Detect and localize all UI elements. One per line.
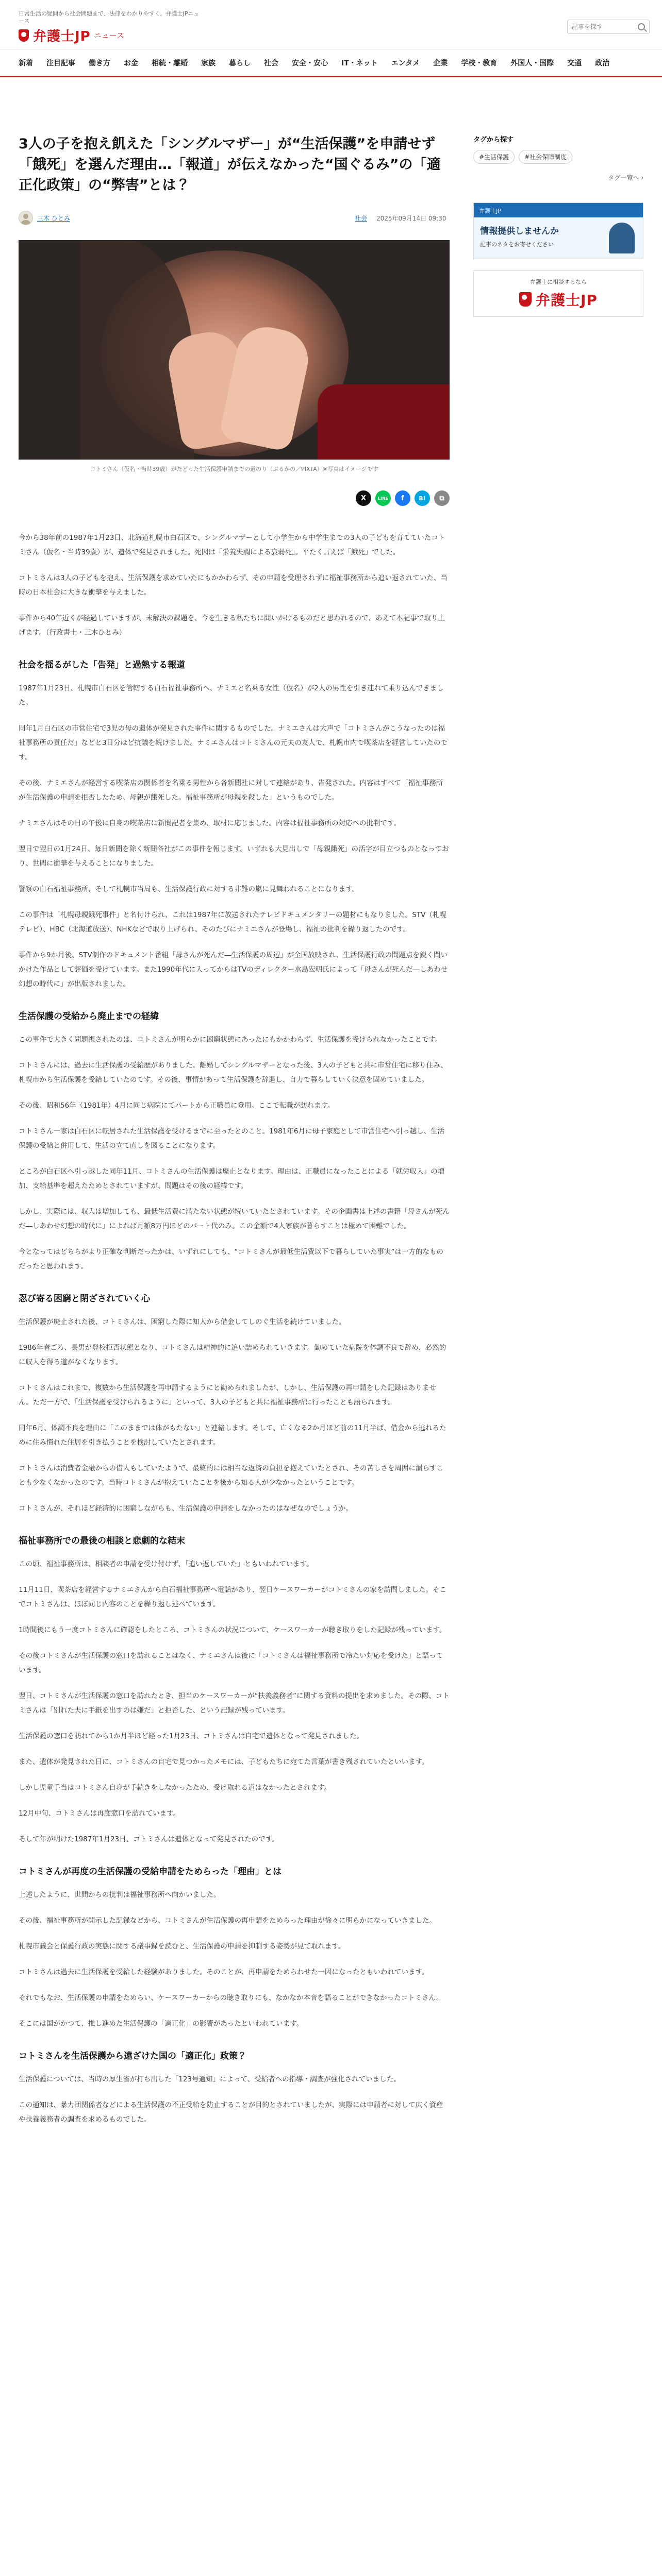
info-banner-title: 情報提供しませんか — [480, 226, 559, 236]
section-heading: 福祉事務所での最後の相談と悲劇的な結末 — [19, 1536, 185, 1546]
author-avatar[interactable] — [19, 211, 33, 225]
search-box[interactable] — [567, 20, 650, 34]
body-paragraph: 札幌市議会と保護行政の実態に関する議事録を読むと、生活保護の申請を抑制する姿勢が見て取れます。 — [19, 1942, 345, 1951]
share-line-icon[interactable]: LINE — [375, 490, 391, 506]
nav-item[interactable]: 政治 — [595, 59, 610, 67]
body-paragraph: ナミエさんはその日の午後に自身の喫茶店に新聞記者を集め、取材に応じました。内容は福祉事務所の対応への批判です。 — [19, 819, 401, 827]
nav-item[interactable]: 注目記事 — [46, 59, 75, 67]
share-buttons — [19, 490, 450, 506]
nav-item[interactable]: 交通 — [567, 59, 582, 67]
person-illustration-icon — [609, 223, 635, 253]
body-paragraph: しかし児童手当はコトミさん自身が手続きをしなかったため、受け取れる道はなかったとされます。 — [19, 1784, 331, 1792]
body-paragraph: そこには国がかつて、推し進めた生活保護の「適正化」の影響があったといわれています。 — [19, 2020, 304, 2028]
nav-item[interactable]: お金 — [124, 59, 138, 67]
category-nav — [0, 49, 662, 77]
logo-mark-icon — [19, 29, 29, 42]
lawyer-banner-logo — [519, 289, 598, 310]
nav-item[interactable]: 外国人・国際 — [510, 59, 554, 67]
body-paragraph: コトミさんはこれまで、複数から生活保護を再申請するようにと勧められましたが、しかし、生活保護の再申請をした記録はありません。ただ一方で、「生活保護を受けられるように」といって、3人の子どもと共に福祉事務所に行ったことも語られます。 — [19, 1384, 436, 1406]
hero-caption: コトミさん（仮名・当時39歳）がたどった生活保護申請までの道のり（ぷるかの／PIXTA）※写真はイメージです — [90, 466, 378, 472]
logo-text: 弁護士JP — [33, 29, 91, 44]
nav-item[interactable]: 暮らし — [229, 59, 251, 67]
nav-item[interactable]: 相続・離婚 — [152, 59, 188, 67]
logo-mark-icon — [519, 292, 532, 307]
body-paragraph: その後、福祉事務所が開示した記録などから、コトミさんが生活保護の再申請をためらった理由が徐々に明らかになっていきました。 — [19, 1917, 436, 1925]
nav-item[interactable]: 社会 — [264, 59, 278, 67]
copy-link-icon[interactable]: ⧉ — [434, 490, 450, 506]
category-link[interactable]: 社会 — [355, 214, 368, 222]
section-heading: コトミさんを生活保護から遠ざけた国の「適正化」政策？ — [19, 2051, 246, 2061]
nav-item[interactable]: 働き方 — [89, 59, 110, 67]
body-paragraph: コトミさんが、それほど経済的に困窮しながらも、生活保護の申請をしなかったのはなぜなのでしょうか。 — [19, 1504, 353, 1513]
lead-paragraph: コトミさんは3人の子どもを抱え、生活保護を求めていたにもかかわらず、その申請を受理されずに福祉事務所から追い返されていた、当時の日本社会に大きな衝撃を与えました。 — [19, 574, 448, 597]
body-paragraph: 1時間後にもう一度コトミさんに確認をしたところ、コトミさんの状況について、ケースワーカーが聴き取りをした記録が残っています。 — [19, 1626, 446, 1634]
search-icon[interactable] — [638, 23, 645, 30]
body-paragraph: この事件は「札幌母親餓死事件」と名付けられ、これは1987年に放送されたテレビドキュメンタリーの題材にもなりました。STV（札幌テレビ）、HBC（北海道放送）、NHKなどで取り上げられ、そのたびにナミエさんが登場し、福祉の批判を繰り返したのです。 — [19, 911, 446, 934]
body-paragraph: その後、ナミエさんが経営する喫茶店の関係者を名乗る男性から各新聞社に対して連絡があり、告発された。内容はすべて「福祉事務所が生活保護の申請を拒否したため、母親が餓死した。福祉事務所が母親を殺した」というものでした。 — [19, 779, 443, 802]
search-input[interactable] — [572, 23, 638, 30]
body-paragraph: 1987年1月23日、札幌市白石区を管轄する白石福祉事務所へ、ナミエと名乗る女性（仮名）が2人の男性を引き連れて乗り込んできました。 — [19, 684, 444, 707]
body-paragraph: 生活保護の窓口を訪れてから1か月半ほど経った1月23日、コトミさんは自宅で遺体となって発見されました。 — [19, 1732, 363, 1740]
body-paragraph: 同年6月、体調不良を理由に「このままでは体がもたない」と連絡します。そして、亡くなる2か月ほど前の11月半ば、借金から逃れるために住み慣れた住居を引き払うことを検討していたとされます。 — [19, 1424, 446, 1447]
nav-item[interactable]: 家族 — [201, 59, 216, 67]
share-x-icon[interactable]: X — [356, 490, 371, 506]
body-paragraph: コトミさん一家は白石区に転居された生活保護を受けるまでに至ったとのこと。1981年6月に母子家庭として市営住宅へ引っ越し、生活保護の受給と併用して、生活の立て直しを図ることになります。 — [19, 1127, 444, 1150]
body-paragraph: 11月11日、喫茶店を経営するナミエさんから白石福祉事務所へ電話があり、翌日ケースワーカーがコトミさんの家を訪問しました。そこでコトミさんは、ほぼ同じ内容のことを繰り返し述べています。 — [19, 1586, 446, 1608]
body-paragraph: 翌日で翌日の1月24日、毎日新聞を除く新聞各社がこの事件を報じます。いずれも大見出しで「母親餓死」の活字が目立つものとなっており、世間に衝撃を与えることになりました。 — [19, 845, 449, 868]
body-paragraph: その後コトミさんが生活保護の窓口を訪れることはなく、ナミエさんは後に「コトミさんは福祉事務所で冷たい対応を受けた」と語っています。 — [19, 1652, 443, 1674]
nav-item[interactable]: エンタメ — [391, 59, 420, 67]
lead-paragraph: 事件から40年近くが経過していますが、未解決の課題を、今を生きる私たちに問いかけるものだと思われるので、あえて本記事で取り上げます。（行政書士・三木ひとみ） — [19, 614, 445, 637]
body-paragraph: この頃、福祉事務所は、相談者の申請を受け付けず、「追い返していた」ともいわれています。 — [19, 1560, 313, 1568]
info-banner[interactable] — [473, 202, 643, 259]
body-paragraph: それでもなお、生活保護の申請をためらい、ケースワーカーからの聴き取りにも、なかなか本音を語ることができなかったコトミさん。 — [19, 1994, 443, 2002]
body-paragraph: コトミさんは消費者金融からの借入もしていたようで、最終的には相当な返済の負担を抱えていたとされ、その苦しさを周囲に漏らすことも少なくなかったのです。当時コトミさんが抱えていたことを後から知る人が少なかったということです。 — [19, 1464, 444, 1487]
nav-item[interactable]: 新着 — [19, 59, 33, 67]
body-paragraph: そして年が明けた1987年1月23日、コトミさんは遺体となって発見されたのです。 — [19, 1835, 279, 1843]
body-paragraph: 生活保護が廃止された後、コトミさんは、困窮した際に知人から借金してしのぐ生活を続けていました。 — [19, 1318, 346, 1326]
tag-link[interactable]: #社会保障制度 — [519, 150, 572, 164]
body-paragraph: ところが白石区へ引っ越した同年11月、コトミさんの生活保護は廃止となります。理由は、正職員になったことによる「就労収入」の増加、支給基準を超えたためとされていますが、問題はその後の経緯です。 — [19, 1167, 445, 1190]
body-paragraph: 12月中旬、コトミさんは再度窓口を訪れています。 — [19, 1809, 180, 1818]
body-paragraph: 事件から9か月後、STV制作のドキュメント番組「母さんが死んだ―生活保護の周辺」が全国放映され、生活保護行政の問題点を鋭く問いかけた作品として評価を受けています。また1990年代に入ってからはTVのディレクター水島宏明氏によって「母さんが死んだ―しあわせ幻想の時代に」が出版されました。 — [19, 951, 448, 988]
hero-image — [19, 240, 450, 460]
body-paragraph: 翌日、コトミさんが生活保護の窓口を訪れたとき、担当のケースワーカーが“扶養義務者”に関する資料の提出を求めました。その際、コトミさんは「別れた夫に手紙を出すのは嫌だ」と拒否した、という記録が残っています。 — [19, 1692, 450, 1715]
body-paragraph: 今となってはどちらがより正確な判断だったかは、いずれにしても、“コトミさんが最低生活費以下で暮らしていた事実”は一方的なものだったと思われます。 — [19, 1248, 443, 1270]
article — [19, 77, 450, 2138]
author-link[interactable]: 三木 ひとみ — [37, 214, 70, 222]
article-body — [19, 531, 450, 2127]
body-paragraph: 上述したように、世間からの批判は福祉事務所へ向かいました。 — [19, 1891, 221, 1899]
body-paragraph: コトミさんには、過去に生活保護の受給歴がありました。離婚してシングルマザーとなった後、3人の子どもと共に市営住宅に移り住み、札幌市から生活保護を受給していたのです。その後、事情があって生活保護を辞退し、自力で暮らしていく決意を固めていました。 — [19, 1061, 448, 1084]
tag-list-link[interactable]: タグ一覧へ › — [608, 174, 643, 181]
nav-item[interactable]: 企業 — [433, 59, 448, 67]
site-header — [0, 0, 662, 49]
lawyer-banner[interactable] — [473, 270, 643, 317]
share-hatena-icon[interactable]: B! — [415, 490, 430, 506]
nav-item[interactable]: 安全・安心 — [292, 59, 328, 67]
body-paragraph: この事件で大きく問題視されたのは、コトミさんが明らかに困窮状態にあったにもかかわらず、生活保護を受けられなかったことです。 — [19, 1036, 442, 1044]
body-paragraph: 1986年春ごろ、長男が登校拒否状態となり、コトミさんは精神的に追い詰められていきます。勤めていた病院を体調不良で辞め、必然的に収入を得る道がなくなります。 — [19, 1344, 446, 1366]
tag-link[interactable]: #生活保護 — [473, 150, 515, 164]
lawyer-banner-logo-text: 弁護士JP — [536, 292, 598, 309]
body-paragraph: 警察の白石福祉事務所、そして札幌市当局も、生活保護行政に対する非難の嵐に見舞われることになります。 — [19, 885, 359, 893]
section-heading: コトミさんが再度の生活保護の受給申請をためらった「理由」とは — [19, 1867, 282, 1877]
body-paragraph: その後、昭和56年（1981年）4月に同じ病院にてパートから正職員に登用。ここで転職が訪れます。 — [19, 1101, 335, 1110]
body-paragraph: 同年1月白石区の市営住宅で3児の母の遺体が発見された事件に関するものでした。ナミエさんは大声で「コトミさんがこうなったのは福祉事務所の責任だ」などと3日分ほど抗議を続けました。ナミエさんはコトミさんの元夫の友人で、札幌市内で喫茶店を経営していたのです。 — [19, 724, 448, 761]
info-banner-subtitle: 記事のネタをお寄せください — [480, 241, 554, 248]
tags-heading: タグから探す — [473, 136, 514, 144]
nav-item[interactable]: 学校・教育 — [461, 59, 498, 67]
body-paragraph: この通知は、暴力団関係者などによる生活保護の不正受給を防止することが目的とされていましたが、実際には申請者に対して広く資産や扶養義務者の調査を求めるものでした。 — [19, 2101, 443, 2124]
body-paragraph: しかし、実際には、収入は増加しても、最低生活費に満たない状態が続いていたとされています。その企画書は上述の書籍「母さんが死んだ―しあわせ幻想の時代に」によれば月額8万円ほどのパート代のみ。この金額で4人家族が暮らすことは極めて困難でした。 — [19, 1208, 450, 1230]
nav-item[interactable]: IT・ネット — [341, 59, 378, 67]
section-heading: 生活保護の受給から廃止までの経緯 — [19, 1011, 159, 1022]
sidebar — [473, 77, 643, 2138]
body-paragraph: 生活保護については、当時の厚生省が打ち出した「123号通知」によって、受給者への指導・調査が強化されていました。 — [19, 2075, 401, 2083]
body-paragraph: コトミさんは過去に生活保護を受給した経験がありました。そのことが、再申請をためらわせた一因になったともいわれています。 — [19, 1968, 429, 1976]
site-logo[interactable] — [19, 26, 124, 45]
lawyer-banner-text: 弁護士に相談するなら — [530, 279, 587, 285]
section-heading: 社会を揺るがした「告発」と過熱する報道 — [19, 660, 185, 670]
article-meta — [19, 209, 450, 227]
publish-date: 2025年09月14日 09:30 — [376, 214, 446, 222]
tag-list — [473, 150, 643, 164]
share-facebook-icon[interactable]: f — [395, 490, 410, 506]
logo-subtext: ニュース — [93, 31, 124, 40]
section-heading: 忍び寄る困窮と閉ざされていく心 — [19, 1294, 150, 1304]
site-tagline: 日常生活の疑問から社会問題まで、法律をわかりやすく。弁護士JPニュース — [19, 10, 200, 24]
info-banner-head: 弁護士JP — [474, 203, 643, 217]
body-paragraph: また、遺体が発見された日に、コトミさんの自宅で見つかったメモには、子どもたちに宛てた言葉が書き残されていたといいます。 — [19, 1758, 429, 1766]
article-title: 3人の子を抱え飢えた「シングルマザー」が“生活保護”を申請せず「餓死」を選んだ理由…「報道」が伝えなかった“国ぐるみ”の「適正化政策」の“弊害”とは？ — [19, 136, 441, 193]
lead-paragraph: 今から38年前の1987年1月23日、北海道札幌市白石区で、シングルマザーとして小学生から中学生までの3人の子どもを育てていたコトミさん（仮名・当時39歳）が、遺体で発見されました。死因は「栄養失調による衰弱死」。平たく言えば「餓死」でした。 — [19, 534, 445, 556]
